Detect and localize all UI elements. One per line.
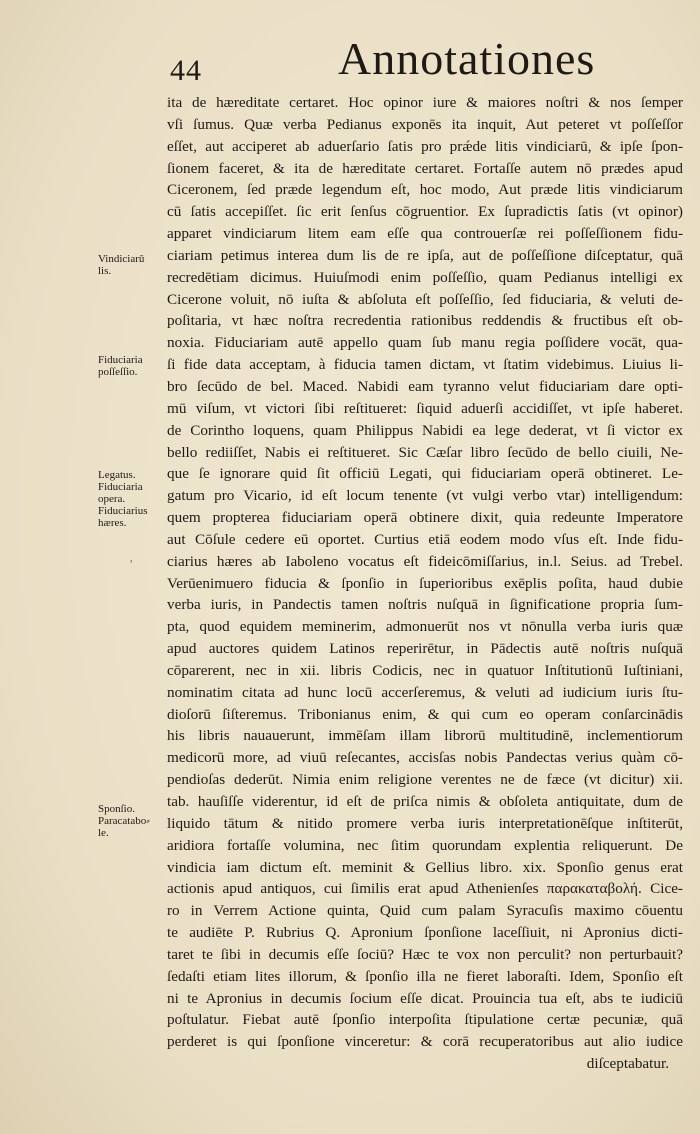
text-line: vſi ſumus. Quæ verba Pedianus exponēs ita inquit, Aut peteret vt poſſeſſor [167,115,683,133]
marginal-note-vindiciarum [98,253,170,277]
text-line: pendioſas dederūt. Nimia enim religione verentes ne de fæce (vt dicitur) xii. [167,771,683,789]
text-line: Cicerone voluit, nō iuſta & abſoluta eſt poſſeſſio, ſed fiduciaria, & veluti de- [167,290,683,308]
marginal-line: Vindiciarū [98,253,145,265]
text-line: quem propterea fiduciariam operā obtinere dixit, quia redeunte Imperatore [167,509,683,527]
text-line: noxia. Fiduciariam autē appello quam ſub manu regia poſſidere vocāt, qua- [167,334,683,352]
text-line: Ciceronem, ſed præde legendum eſt, hoc modo, Aut præde litis vindiciarum [167,181,683,199]
text-line: ciariam petimus interea dum lis de re ipſa, aut de poſſeſſione diſceptatur, quā [167,246,683,264]
marginal-line: Sponſio. [98,803,135,815]
page-number: 44 [170,54,202,87]
text-line: his libris nauauerunt, immēſam illam librorū multitudinē, inclementiorum [167,727,683,745]
text-line: ſedaſti etiam lites illorum, & ſponſio illa ne fieret laboraſti. Idem, Sponſio eſt [167,967,683,985]
text-line: pta, quod equidem meminerim, admonuerūt nos vt nōnulla verba iuris quæ [167,618,683,636]
marginal-line: lis. [98,265,112,277]
running-head [170,30,680,90]
marginal-line: Fiduciaria [98,354,143,366]
text-line: poſitaria, vt hæc noſtra recredentia rationibus reddendis & fructibus eſt ob- [167,312,683,330]
stray-mark: ʹ [130,557,133,571]
marginal-note-sponsio [98,803,170,839]
text-line: apud auctores quidem Latinos reperirētur, in Pādectis autē noſtris nuſquā [167,640,683,658]
text-line: ni te Apronius in decumis ſocium eſſe dicat. Prouincia tua eſt, abs te iudiciū [167,989,683,1007]
marginal-line: hæres. [98,517,127,529]
text-line: ro in Verrem Actione quinta, Quid cum palam Syracuſis maximo cōuentu [167,902,683,920]
text-line: vindicia iam dictum eſt. meminit & Gellius libro. xix. Sponſio genus erat [167,858,683,876]
text-line: bro ſecūdo de bel. Maced. Nabidi eam tyranno velut fiduciariam dare opti- [167,377,683,395]
text-line: aut Cōſule cedere eū oportet. Curtius etiā eodem modo vſus eſt. Inde fidu- [167,530,683,548]
text-line: poſtulatur. Fiebat autē ſponſio interpoſita ſtipulatione certæ pecuniæ, quā [167,1011,683,1029]
text-line: que ſe ignorare quid ſit officiū Legati, qui fiduciariam operā obtineret. Le- [167,465,683,483]
text-line: cōparerent, nec in xii. libris Codicis, nec in quatuor Inſtitutionū Iuſtiniani, [167,661,683,679]
text-line: cū ſatis accepiſſet. ſic erit ſenſus cōgruentior. Ex ſupradictis ſatis (vt opinor) [167,203,683,221]
text-line: ita de hæreditate certaret. Hoc opinor iure & maiores noſtri & nos ſemper [167,94,683,111]
text-line: medicorū more, ad viuū reſecantes, accisſas nobis Pandectas verius quàm cō- [167,749,683,767]
text-line: ſionem faceret, & ita de hæreditate certaret. Fortaſſe autem nō prædes apud [167,159,683,177]
marginal-line: poſſeſſio. [98,366,138,378]
text-line: Verūenimuero fiducia & ſponſio in ſuperioribus exēplis poſita, haud dubie [167,574,683,592]
text-line: nominatim citata ad hunc locū accerſeremus, & veluti ad iudicium iuris ſtu- [167,683,683,701]
text-line: ſi fide data acceptam, à fiducia tamen dictam, vt ſtatim videbimus. Liuius li- [167,356,683,374]
text-line: liquido tātum & nitido promere verba iuris interpretationēſque inſtiterūt, [167,814,683,832]
text-line: recredētiam dicimus. Huiuſmodi enim poſſeſſio, quam Pedianus intelligi ex [167,268,683,286]
text-line: bello rediiſſet, Nabis ei reſtitueret. Sic Cæſar libro ſecūdo de bello ciuili, Ne- [167,443,683,461]
text-line: apparet vindiciarum litem eam eſſe qua controuerſæ rei poſſeſſionem fidu- [167,225,683,243]
marginal-line: opera. [98,493,126,505]
running-title: Annotationes [338,33,596,84]
text-line: diſceptabatur. [586,1055,669,1073]
main-text-block [167,92,683,1075]
text-line: verba iuris, in Pandectis tamen noſtris nuſquā in ſignificatione propria ſum- [167,596,683,614]
marginal-line: Legatus. [98,469,136,481]
marginal-note-fiduciaria-possessio [98,354,170,378]
marginal-line: Paracatabo⸗ [98,815,150,827]
text-line: mū viſum, vt victori ſibi reſtitueret: ſiquid aduerſi accidiſſet, vt ipſe haberet. [167,399,683,417]
text-line: gatum pro Vicario, id eſt locum tenente (vt vulgi verbo vtar) intelligendum: [167,487,683,505]
text-line: dioſorū ſiſteremus. Tribonianus enim, & qui cum eo operam conſarcinādis [167,705,683,723]
text-line: taret te ſibi in decumis eſſe ſociū? Hæc te vox non perculit? non perturbauit? [167,945,683,963]
text-line: tab. hauſiſſe viderentur, id eſt de priſca nimis & obſoleta antiquitate, dum de [167,793,683,810]
marginal-line: le. [98,827,109,839]
marginal-note-legatus [98,469,170,529]
text-line: ciarius hæres ab Iaboleno vocatus eſt fideicōmiſſarius, in.l. Seius. ad Trebel. [167,552,683,570]
text-line: aridiora fortaſſe volumina, nec ſitim quorundam explentia reliquerunt. De [167,836,683,854]
text-line: actionis apud antiquos, cui ſimilis erat apud Athenienſes παρακαταβολή. Cice- [167,880,683,898]
text-line: te audiēte P. Rubrius Q. Apronium ſponſione laceſſiuit, ni Apronius dicti- [167,924,683,942]
marginal-line: Fiduciaria [98,481,143,493]
text-line: eſſet, aut acciperet ab aduerſario ſatis pro prǽde litis vindiciarū, & ipſe ſpon- [167,137,683,155]
marginal-line: Fiduciarius [98,505,148,517]
text-line: de Corintho loquens, quam Philippus Nabidi ea lege dederat, vt ſi victor ex [167,421,683,439]
text-line: perderet is qui ſponſione vinceretur: & corā recuperatoribus aut alio iudice [167,1033,683,1051]
